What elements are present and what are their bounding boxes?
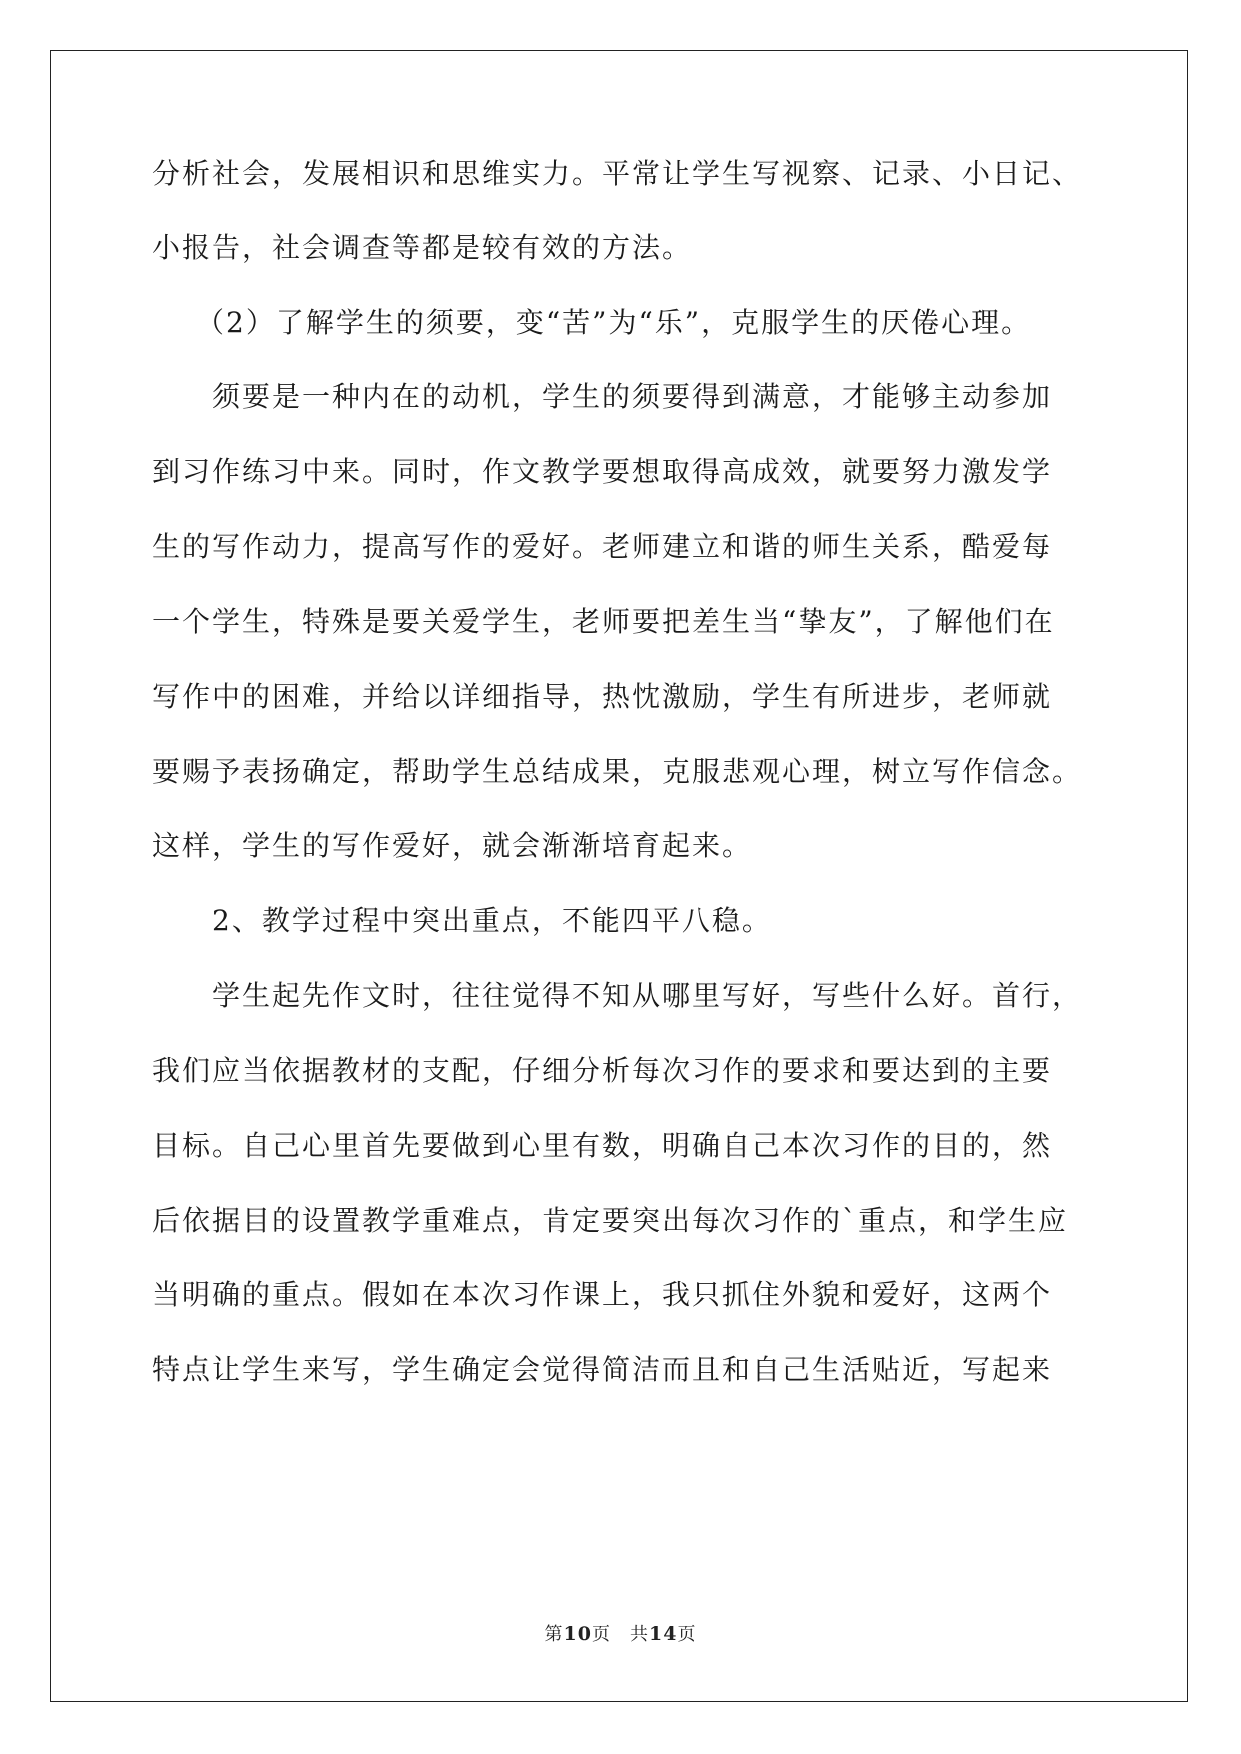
text-line: 到习作练习中来。同时，作文教学要想取得高成效，就要努力激发学 xyxy=(152,455,1053,488)
text-line: 这样，学生的写作爱好，就会渐渐培育起来。 xyxy=(152,829,753,862)
text-line: 后依据目的设置教学重难点，肯定要突出每次习作的`重点，和学生应 xyxy=(152,1204,1069,1237)
text-line: 须要是一种内在的动机，学生的须要得到满意，才能够主动参加 xyxy=(212,380,1053,413)
text-line: 写作中的困难，并给以详细指导，热忱激励，学生有所进步，老师就 xyxy=(152,680,1053,713)
text-line: 一个学生，特殊是要关爱学生，老师要把差生当“挚友”，了解他们在 xyxy=(152,605,1055,638)
footer-prefix: 第 xyxy=(544,1624,564,1645)
text-line: 目标。自己心里首先要做到心里有数，明确自己本次习作的目的，然 xyxy=(152,1129,1053,1162)
text-line: 生的写作动力，提高写作的爱好。老师建立和谐的师生关系，酷爱每 xyxy=(152,530,1053,563)
current-page-number: 10 xyxy=(563,1623,592,1645)
footer-middle: 页 共 xyxy=(592,1624,649,1645)
text-line: 特点让学生来写，学生确定会觉得简洁而且和自己生活贴近，写起来 xyxy=(152,1353,1053,1386)
text-line: 当明确的重点。假如在本次习作课上，我只抓住外貌和爱好，这两个 xyxy=(152,1278,1053,1311)
page-border xyxy=(50,50,1188,1702)
text-line: 小报告，社会调查等都是较有效的方法。 xyxy=(152,231,693,264)
text-line: 学生起先作文时，往往觉得不知从哪里写好，写些什么好。首行， xyxy=(212,979,1083,1012)
total-page-count: 14 xyxy=(649,1623,678,1645)
text-line: 我们应当依据教材的支配，仔细分析每次习作的要求和要达到的主要 xyxy=(152,1054,1053,1087)
footer-suffix: 页 xyxy=(677,1624,697,1645)
page-footer xyxy=(0,1620,1241,1646)
section-heading: （2）了解学生的须要，变“苦”为“乐”，克服学生的厌倦心理。 xyxy=(196,306,1032,339)
section-heading: 2、教学过程中突出重点，不能四平八稳。 xyxy=(212,904,772,937)
text-line: 分析社会，发展相识和思维实力。平常让学生写视察、记录、小日记、 xyxy=(152,157,1083,190)
text-line: 要赐予表扬确定，帮助学生总结成果，克服悲观心理，树立写作信念。 xyxy=(152,755,1083,788)
